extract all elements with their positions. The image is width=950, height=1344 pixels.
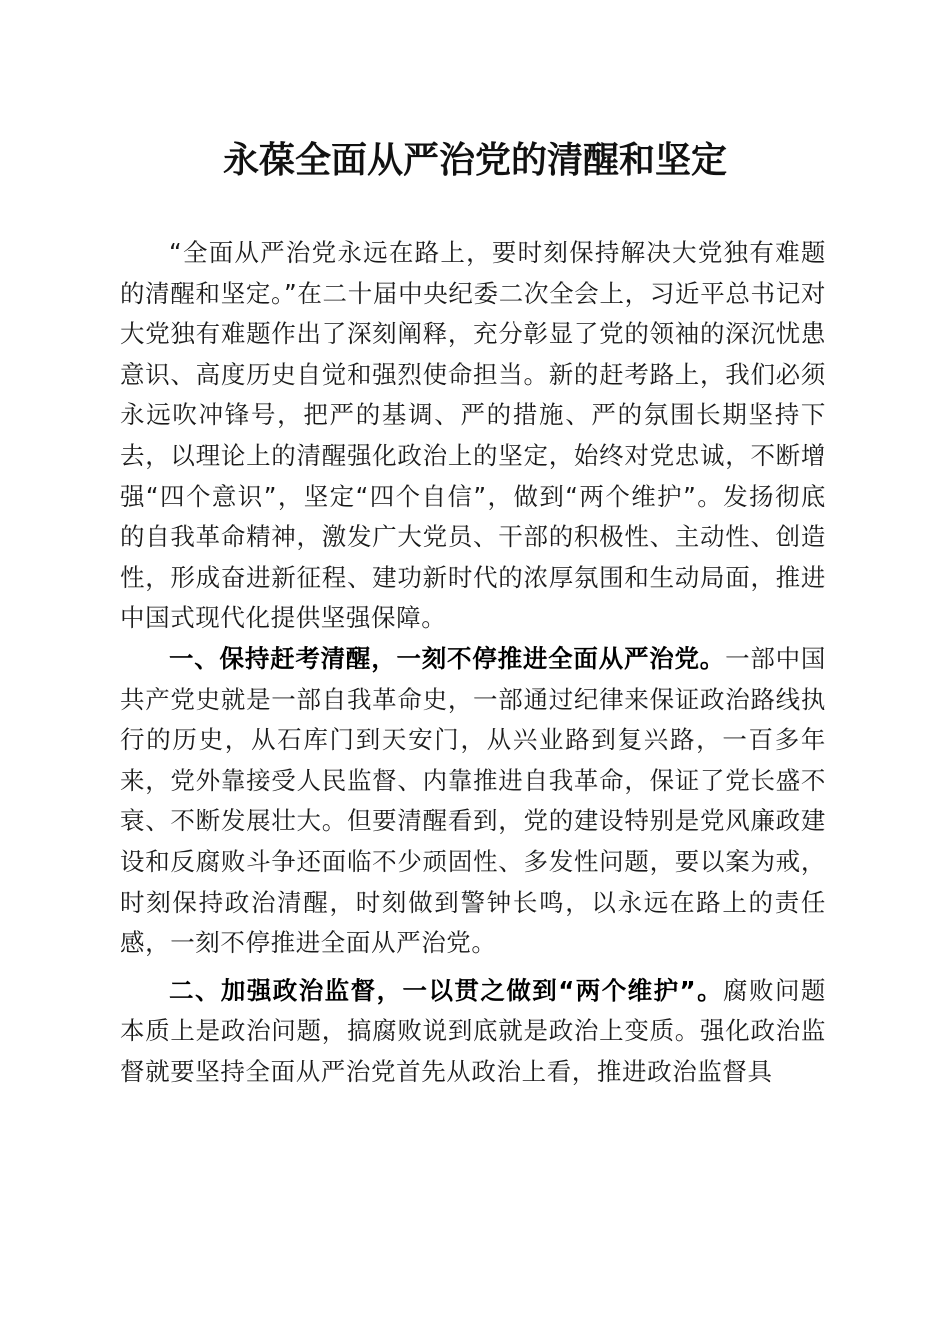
document-body <box>120 233 826 1092</box>
paragraph-text: “全面从严治党永远在路上，要时刻保持解决大党独有难题的清醒和坚定。”在二十届中央纪委二次全会上，习近平总书记对大党独有难题作出了深刻阐释，充分彰显了党的领袖的深沉忧患意识、高度历史自觉和强烈使命担当。新的赶考路上，我们必须永远吹冲锋号，把严的基调、严的措施、严的氛围长期坚持下去，以理论上的清醒强化政治上的坚定，始终对党忠诚，不断增强“四个意识”，坚定“四个自信”，做到“两个维护”。发扬彻底的自我革命精神，激发广大党员、干部的积极性、主动性、创造性，形成奋进新征程、建功新时代的浓厚氛围和生动局面，推进中国式现代化提供坚强保障。 <box>120 238 826 633</box>
paragraph-text: 一部中国共产党史就是一部自我革命史，一部通过纪律来保证政治路线执行的历史，从石库门到天安门，从兴业路到复兴路，一百多年来，党外靠接受人民监督、内靠推进自我革命，保证了党长盛不衰、不断发展壮大。但要清醒看到，党的建设特别是党风廉政建设和反腐败斗争还面临不少顽固性、多发性问题，要以案为戒，时刻保持政治清醒，时刻做到警钟长鸣，以永远在路上的责任感，一刻不停推进全面从严治党。 <box>120 643 826 958</box>
paragraph-section-1 <box>120 639 826 964</box>
document-title: 永葆全面从严治党的清醒和坚定 <box>222 139 727 181</box>
section-heading: 一、保持赶考清醒，一刻不停推进全面从严治党。 <box>169 643 726 673</box>
paragraph-text: 腐败问题本质上是政治问题，搞腐败说到底就是政治上变质。强化政治监督就要坚持全面从严治党首先从政治上看，推进政治监督具 <box>120 975 826 1086</box>
section-heading: 二、加强政治监督，一以贯之做到“两个维护”。 <box>169 975 724 1005</box>
paragraph-section-2 <box>120 971 826 1093</box>
paragraph-intro <box>120 233 826 639</box>
